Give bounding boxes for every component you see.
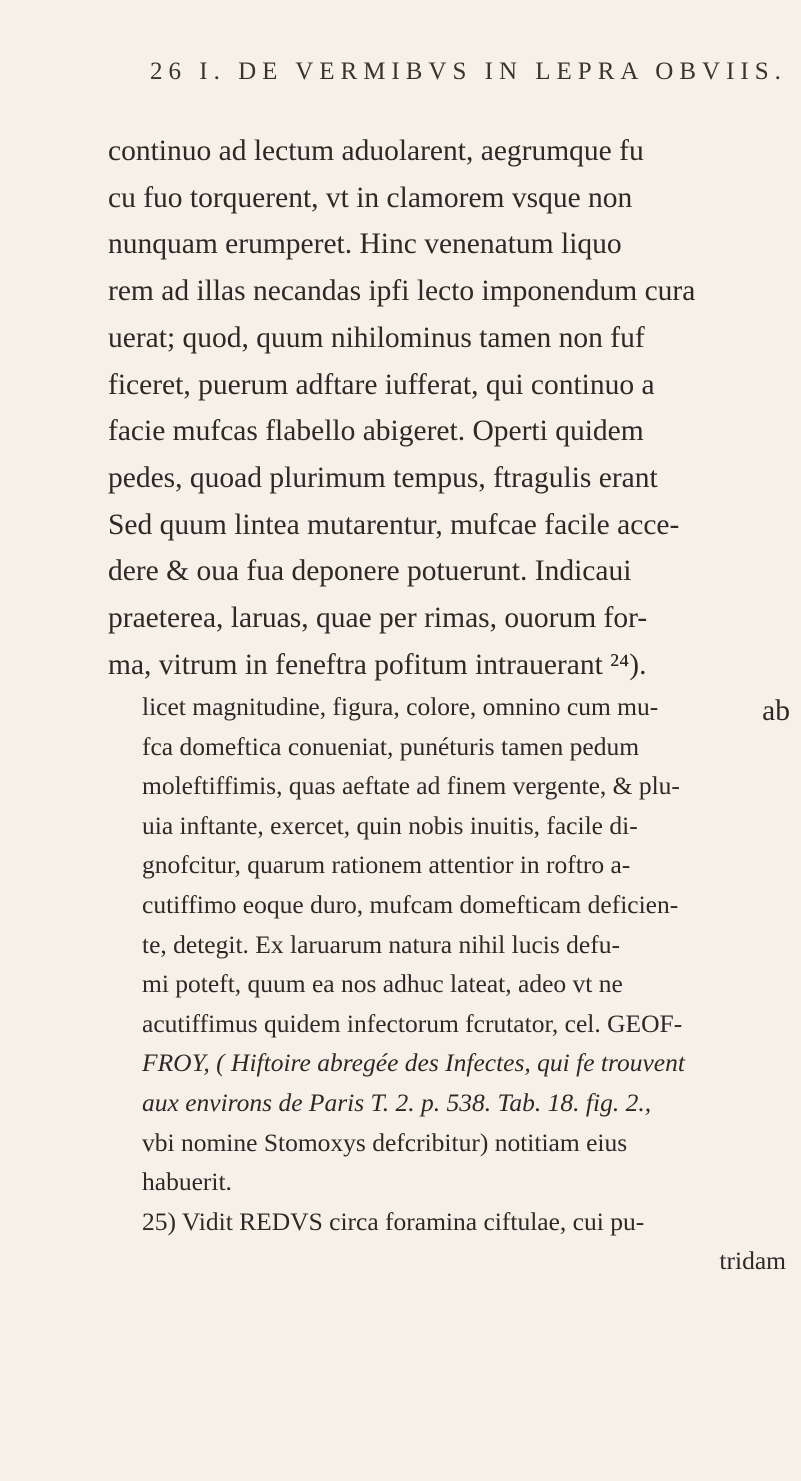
text-line: nunquam erumperet. Hinc venenatum liquo [108,228,622,261]
footnote-line: te, detegit. Ex laruarum natura nihil lucis defu- [142,929,620,959]
text-line: dere & oua fua deponere potuerunt. Indicaui [108,555,632,588]
footnote-line: habuerit. [142,1167,232,1197]
running-title: I. DE VERMIBVS IN LEPRA OBVIIS. [199,58,787,85]
footnote-line: vbi nomine Stomoxys defcribitur) notitiam eius [142,1127,628,1157]
text-line: rem ad illas necandas ipfi lecto imponendum cura [108,275,696,308]
text-line: continuo ad lectum aduolarent, aegrumque fu [108,135,644,167]
page-number: 26 [150,58,187,85]
footnote-line: gnofcitur, quarum rationem attentior in roftro a- [142,850,631,880]
running-header [150,58,790,86]
text-line: ficeret, puerum adftare iufferat, qui continuo a [108,368,655,401]
text-line: praeterea, laruas, quae per rimas, ouorum for- [108,602,648,635]
footnote-line: FROY, ( Hiftoire abregée des Infectes, qui fe trouvent [142,1048,685,1078]
text-line: pedes, quoad plurimum tempus, ftragulis erant [108,461,658,494]
text-line: Sed quum lintea mutarentur, mufcae facile acce- [108,508,680,541]
footnote-line: mi poteft, quum ea nos adhuc lateat, adeo vt ne [142,969,623,999]
footnote-line: uia inftante, exercet, quin nobis inuitis, facile di- [142,810,638,840]
footnote-line: moleftiffimis, quas aeftate ad finem vergente, & plu- [142,771,680,801]
catchword: tridam [719,1246,786,1276]
footnote-line: cutiffimo eoque duro, mufcam domefticam deficien- [142,889,679,919]
text-line: ma, vitrum in feneftra pofitum intrauerant ²⁴). [108,648,647,681]
footnote-line: aux environs de Paris T. 2. p. 538. Tab. 18. fig. 2., [142,1087,652,1117]
text-line: uerat; quod, quum nihilominus tamen non fuf [108,321,645,354]
text-line: facie mufcas flabello abigeret. Operti quidem [108,415,644,448]
footnote-block [142,687,794,1281]
catchword: ab [762,695,790,728]
footnote-line: fca domeftica conueniat, punéturis tamen pedum [142,731,640,761]
footnote-line: licet magnitudine, figura, colore, omnino cum mu- [142,692,659,721]
footnote-line: acutiffimus quidem infectorum fcrutator, cel. GEOF- [142,1008,683,1038]
main-text-block [108,128,798,735]
text-line: cu fuo torquerent, vt in clamorem vsque non [108,181,633,214]
footnote-line: 25) Vidit REDVS circa foramina ciftulae, cui pu- [142,1206,645,1236]
